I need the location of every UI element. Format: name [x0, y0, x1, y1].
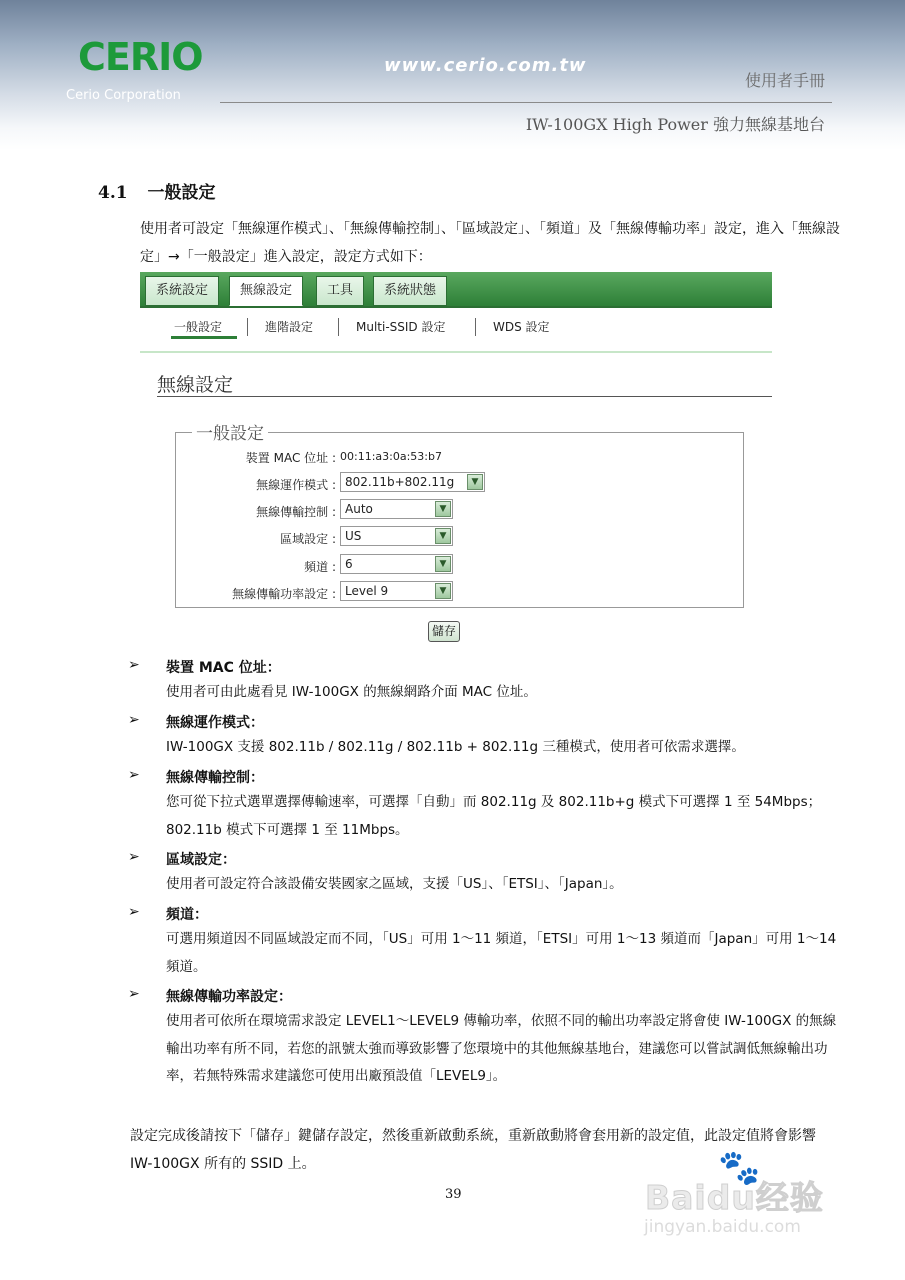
mac-value: 00:11:a3:0a:53:b7 — [340, 450, 442, 463]
power-select-value: Level 9 — [345, 584, 389, 598]
section-number: 4.1 — [98, 183, 128, 203]
subtab-multi-ssid[interactable]: Multi-SSID 設定 — [356, 320, 446, 334]
chevron-down-icon[interactable]: ▼ — [435, 583, 451, 599]
active-subtab-indicator — [171, 336, 237, 339]
tab-system-settings[interactable]: 系統設定 — [145, 276, 219, 306]
router-settings-screenshot — [140, 272, 772, 644]
page-number: 39 — [445, 1187, 462, 1202]
bullet-title: 裝置 MAC 位址： — [166, 660, 281, 676]
bullet-title: 無線傳輸功率設定： — [166, 989, 292, 1005]
main-tab-bar — [140, 272, 772, 308]
section-title: 一般設定 — [147, 183, 216, 203]
subtab-advanced[interactable]: 進階設定 — [265, 320, 314, 334]
panel-title-underline — [157, 396, 772, 397]
bullet-body: IW-100GX 支援 802.11b / 802.11g / 802.11b + 802.11g 三種模式，使用者可依需求選擇。 — [166, 739, 745, 755]
bullet-arrow-icon: ➢ — [128, 767, 140, 783]
channel-select[interactable] — [340, 554, 453, 574]
region-label: 區域設定 : — [280, 532, 336, 546]
bullet-arrow-icon: ➢ — [128, 849, 140, 865]
manual-title: 使用者手冊 — [744, 71, 825, 90]
cerio-logo: CERIO — [78, 35, 203, 79]
fieldset-legend: 一般設定 — [192, 419, 268, 444]
channel-label: 頻道 : — [304, 560, 336, 574]
bullet-body: 可選用頻道因不同區域設定而不同，「US」可用 1～11 頻道，「ETSI」可用 1～13 頻道而「Japan」可用 1～14 頻道。 — [166, 931, 837, 975]
bullet-body: 使用者可由此處看見 IW-100GX 的無線網路介面 MAC 位址。 — [166, 684, 537, 700]
bullet-body: 您可從下拉式選單選擇傳輸速率，可選擇「自動」而 802.11g 及 802.11b+g 模式下可選擇 1 至 54Mbps；802.11b 模式下可選擇 1 至 11Mbps。 — [166, 794, 822, 838]
panel-title: 無線設定 — [157, 374, 234, 396]
bullet-title: 頻道： — [166, 907, 208, 923]
subnav-divider — [338, 318, 339, 336]
mode-select[interactable] — [340, 472, 485, 492]
watermark-brand: Baidu经验 — [645, 1178, 824, 1217]
chevron-down-icon[interactable]: ▼ — [435, 501, 451, 517]
bullet-arrow-icon: ➢ — [128, 712, 140, 728]
bullet-body: 使用者可依所在環境需求設定 LEVEL1～LEVEL9 傳輸功率，依照不同的輸出功率設定將會使 IW-100GX 的無線輸出功率有所不同，若您的訊號太強而導致影響了您環境中的其他無線基地台，建議您可以嘗試調低無線輸出功率，若無特殊需求建議您可使用出廠預設值「LEVEL9」。 — [166, 1013, 837, 1084]
section-heading — [98, 178, 216, 203]
tab-wireless-settings[interactable]: 無線設定 — [229, 276, 303, 306]
product-name: IW-100GX High Power 強力無線基地台 — [525, 115, 825, 134]
chevron-down-icon[interactable]: ▼ — [435, 556, 451, 572]
intro-paragraph: 使用者可設定「無線運作模式」、「無線傳輸控制」、「區域設定」、「頻道」及「無線傳輸功率」設定，進入「無線設定」→「一般設定」進入設定，設定方式如下： — [140, 221, 840, 265]
bullet-title: 區域設定： — [166, 852, 236, 868]
subtab-general[interactable]: 一般設定 — [174, 320, 223, 334]
mac-label: 裝置 MAC 位址 : — [245, 451, 336, 465]
subnav-divider — [475, 318, 476, 336]
bullet-body: 使用者可設定符合該設備安裝國家之區域，支援「US」、「ETSI」、「Japan」。 — [166, 876, 623, 892]
bullet-arrow-icon: ➢ — [128, 657, 140, 673]
region-select[interactable] — [340, 526, 453, 546]
rate-label: 無線傳輸控制 : — [256, 505, 336, 519]
bullet-title: 無線傳輸控制： — [166, 770, 264, 786]
chevron-down-icon[interactable]: ▼ — [435, 528, 451, 544]
region-select-value: US — [345, 529, 362, 543]
logo-subtitle: Cerio Corporation — [66, 88, 181, 103]
chevron-down-icon[interactable]: ▼ — [467, 474, 483, 490]
website-url[interactable]: www.cerio.com.tw — [384, 55, 587, 76]
rate-select-value: Auto — [345, 502, 373, 516]
watermark-url: jingyan.baidu.com — [644, 1217, 801, 1237]
subnav-border — [140, 351, 772, 353]
mode-label: 無線運作模式 : — [256, 478, 336, 492]
save-button[interactable]: 儲存 — [428, 621, 460, 642]
channel-select-value: 6 — [345, 557, 353, 571]
subtab-wds[interactable]: WDS 設定 — [493, 320, 550, 334]
tab-tools[interactable]: 工具 — [316, 276, 364, 306]
mode-select-value: 802.11b+802.11g — [345, 475, 455, 489]
paw-icon: 🐾 — [718, 1148, 761, 1188]
bullet-title: 無線運作模式： — [166, 715, 264, 731]
power-label: 無線傳輸功率設定 : — [232, 587, 336, 601]
page-header — [0, 0, 905, 150]
tab-system-status[interactable]: 系統狀態 — [373, 276, 447, 306]
header-divider — [220, 102, 832, 103]
closing-paragraph: 設定完成後請按下「儲存」鍵儲存設定，然後重新啟動系統，重新啟動將會套用新的設定值，此設定值將會影響 IW-100GX 所有的 SSID 上。 — [130, 1128, 816, 1172]
bullet-arrow-icon: ➢ — [128, 904, 140, 920]
bullet-arrow-icon: ➢ — [128, 986, 140, 1002]
rate-select[interactable] — [340, 499, 453, 519]
subnav-divider — [247, 318, 248, 336]
power-select[interactable] — [340, 581, 453, 601]
